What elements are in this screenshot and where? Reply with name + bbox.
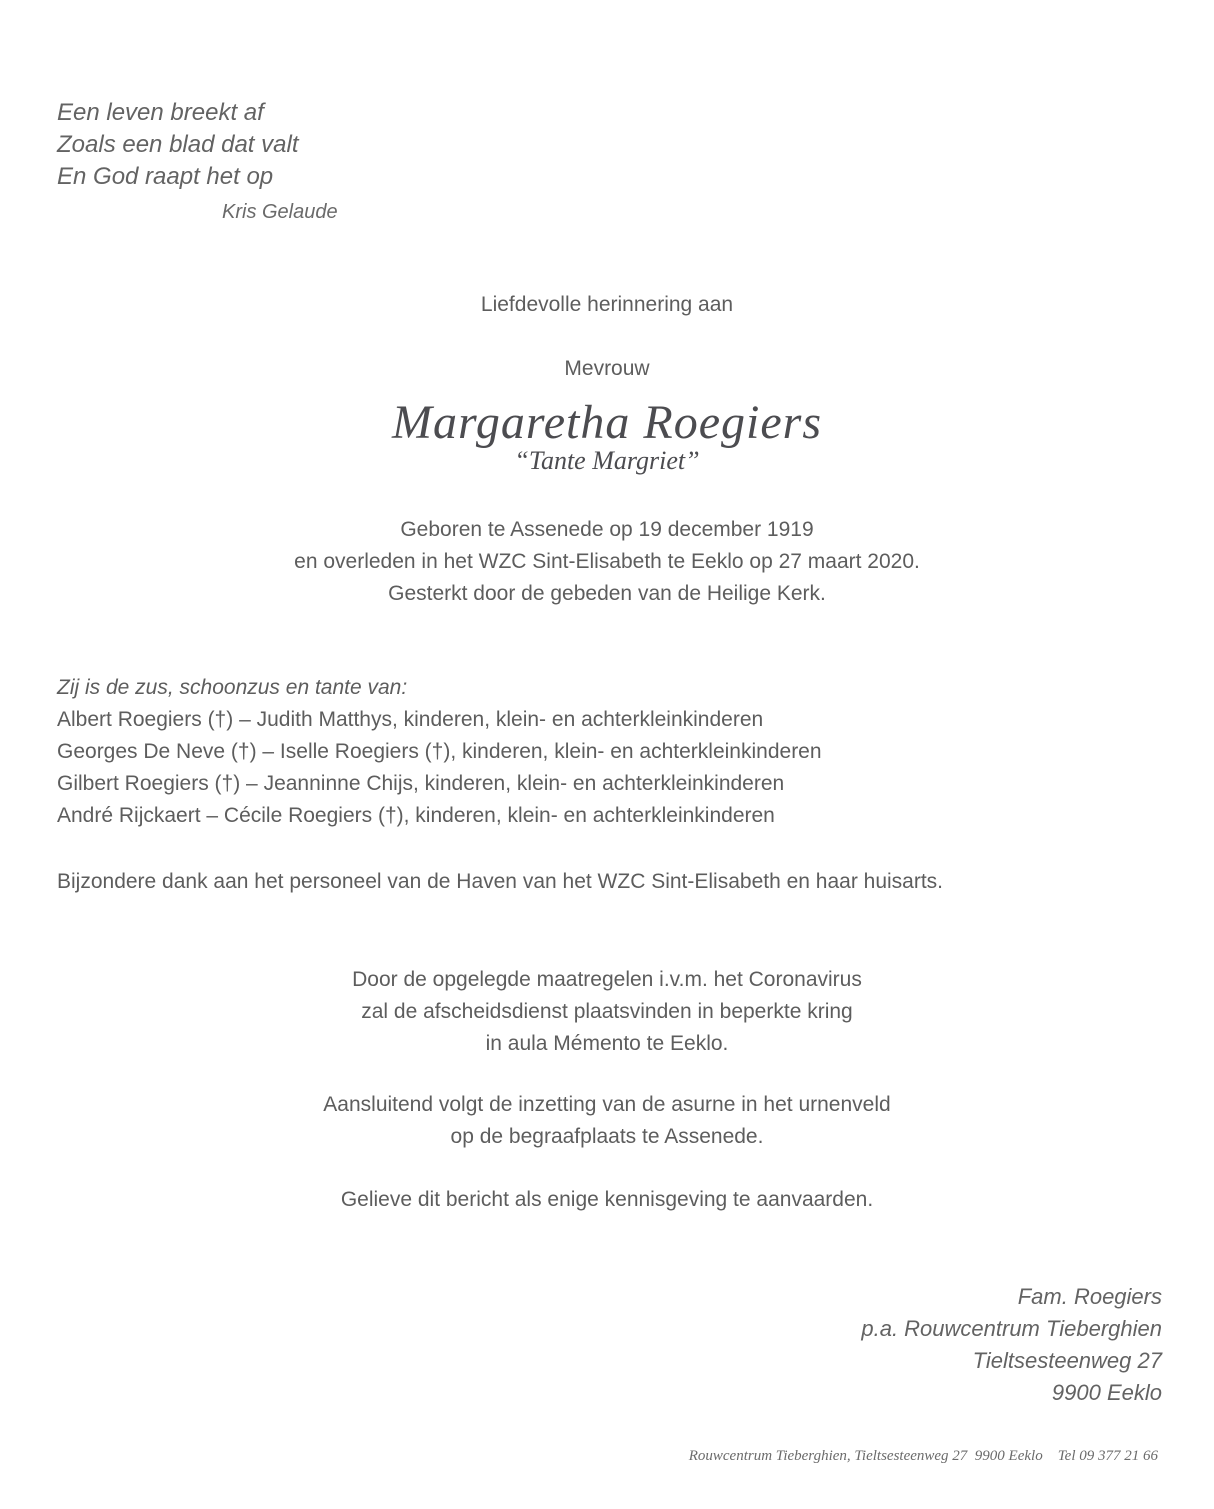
interment-line: Aansluitend volgt de inzetting van de asurne in het urnenveld xyxy=(323,1093,891,1116)
corona-line: Door de opgelegde maatregelen i.v.m. het Coronavirus xyxy=(352,968,862,991)
deceased-name: Margaretha Roegiers xyxy=(391,396,823,449)
corona-line: zal de afscheidsdienst plaatsvinden in beperkte kring xyxy=(361,1000,853,1023)
poem-attribution: Kris Gelaude xyxy=(222,201,338,223)
memorial-intro: Liefdevolle herinnering aan xyxy=(480,293,734,316)
thanks-line: Bijzondere dank aan het personeel van de Haven van het WZC Sint-Elisabeth en haar huisarts. xyxy=(57,870,944,893)
sole-notice-line: Gelieve dit bericht als enige kennisgeving te aanvaarden. xyxy=(340,1188,874,1211)
family-member: André Rijckaert – Cécile Roegiers (†), kinderen, klein- en achterkleinkinderen xyxy=(57,804,775,827)
life-dates xyxy=(0,514,1214,610)
interment-notice xyxy=(0,1089,1214,1153)
deceased-nickname: “Tante Margriet” xyxy=(514,446,700,475)
poem-line: En God raapt het op xyxy=(57,163,274,190)
funeral-home-footer: Rouwcentrum Tieberghien, Tieltsesteenweg 27 9900 Eeklo Tel 09 377 21 66 xyxy=(688,1448,1158,1464)
family-intro: Zij is de zus, schoonzus en tante van: xyxy=(57,676,408,699)
sender-city: 9900 Eeklo xyxy=(1051,1380,1162,1405)
corona-line: in aula Mémento te Eeklo. xyxy=(485,1032,729,1055)
poem xyxy=(57,97,299,193)
sender-family: Fam. Roegiers xyxy=(1017,1284,1162,1309)
family-member: Gilbert Roegiers (†) – Jeanninne Chijs, kinderen, klein- en achterkleinkinderen xyxy=(57,772,785,795)
birth-line: Geboren te Assenede op 19 december 1919 xyxy=(400,518,814,541)
death-line: en overleden in het WZC Sint-Elisabeth te Eeklo op 27 maart 2020. xyxy=(294,550,920,573)
family-member: Albert Roegiers (†) – Judith Matthys, kinderen, klein- en achterkleinkinderen xyxy=(57,708,764,731)
poem-line: Zoals een blad dat valt xyxy=(57,131,299,158)
family-member: Georges De Neve (†) – Iselle Roegiers (†), kinderen, klein- en achterkleinkinderen xyxy=(57,740,822,763)
salutation: Mevrouw xyxy=(564,357,650,380)
sender-address xyxy=(861,1281,1162,1409)
church-line: Gesterkt door de gebeden van de Heilige Kerk. xyxy=(388,582,826,605)
corona-notice xyxy=(0,964,1214,1060)
interment-line: op de begraafplaats te Assenede. xyxy=(450,1125,764,1148)
poem-line: Een leven breekt af xyxy=(57,99,264,126)
sender-care-of: p.a. Rouwcentrum Tieberghien xyxy=(861,1316,1162,1341)
family-list xyxy=(57,672,822,832)
sender-street: Tieltsesteenweg 27 xyxy=(972,1348,1162,1373)
